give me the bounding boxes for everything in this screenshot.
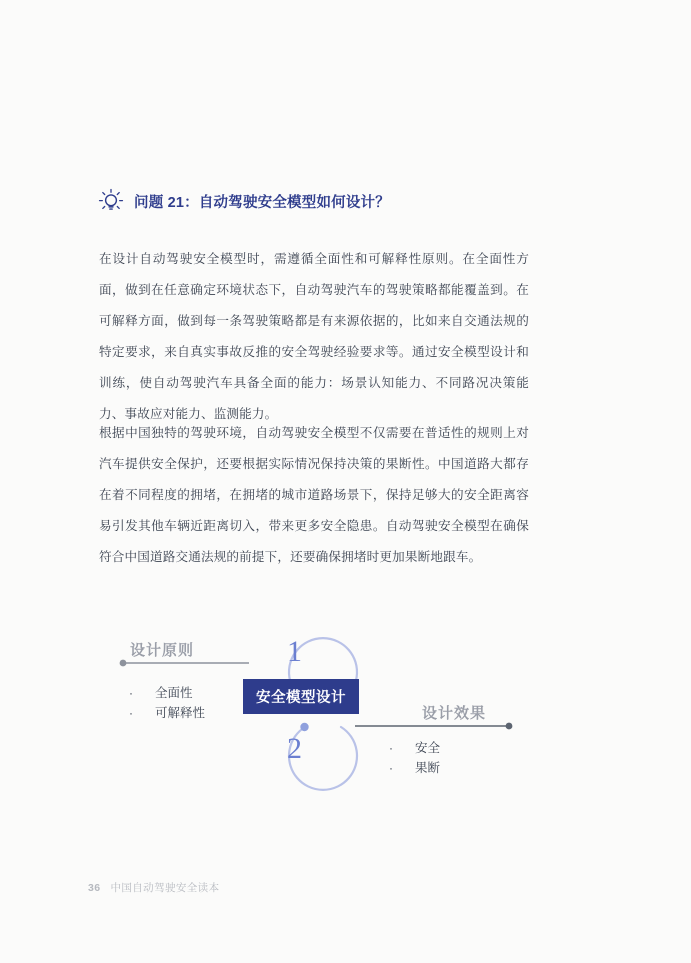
footer-page-number: 36 bbox=[88, 882, 101, 894]
diagram-right-list bbox=[389, 738, 440, 778]
footer-book-title: 中国自动驾驶安全读本 bbox=[110, 882, 220, 894]
lightbulb-icon bbox=[98, 188, 124, 214]
diagram-numeral-one: 1 bbox=[287, 635, 302, 668]
list-item bbox=[129, 683, 205, 703]
diagram-left-title: 设计原则 bbox=[130, 642, 195, 659]
diagram-center-box bbox=[243, 679, 359, 714]
diagram-numeral-two: 2 bbox=[287, 732, 302, 765]
diagram-right-title: 设计效果 bbox=[422, 705, 487, 722]
bullet-dot-icon: · bbox=[389, 741, 393, 755]
bullet-dot-icon: · bbox=[129, 686, 133, 700]
section-heading bbox=[98, 188, 390, 214]
safety-model-diagram bbox=[99, 615, 569, 815]
list-item-label: 安全 bbox=[415, 741, 441, 755]
section-heading-text: 问题 21：自动驾驶安全模型如何设计？ bbox=[134, 194, 390, 211]
diagram-left-list bbox=[129, 683, 205, 723]
bullet-dot-icon: · bbox=[389, 761, 393, 775]
list-item-label: 可解释性 bbox=[155, 706, 206, 720]
page-footer bbox=[88, 880, 219, 895]
list-item bbox=[129, 703, 205, 723]
bullet-dot-icon: · bbox=[129, 706, 133, 720]
body-paragraph-2: 根据中国独特的驾驶环境，自动驾驶安全模型不仅需要在普适性的规则上对汽车提供安全保护，还要根据实际情况保持决策的果断性。中国道路大都存在着不同程度的拥堵，在拥堵的城市道路场景下，保持足够大的安全距离容易引发其他车辆近距离切入，带来更多安全隐患。自动驾驶安全模型在确保符合中国道路交通法规的前提下，还要确保拥堵时更加果断地跟车。 bbox=[99, 425, 529, 564]
body-paragraph-1: 在设计自动驾驶安全模型时，需遵循全面性和可解释性原则。在全面性方面，做到在任意确定环境状态下，自动驾驶汽车的驾驶策略都能覆盖到。在可解释方面，做到每一条驾驶策略都是有来源依据的，比如来自交通法规的特定要求，来自真实事故反推的安全驾驶经验要求等。通过安全模型设计和训练，使自动驾驶汽车具备全面的能力：场景认知能力、不同路况决策能力、事故应对能力、监测能力。 bbox=[99, 251, 529, 421]
diagram-center-label: 安全模型设计 bbox=[256, 690, 346, 706]
list-item bbox=[389, 738, 440, 758]
list-item-label: 全面性 bbox=[155, 686, 193, 700]
list-item-label: 果断 bbox=[415, 761, 441, 775]
list-item bbox=[389, 758, 440, 778]
